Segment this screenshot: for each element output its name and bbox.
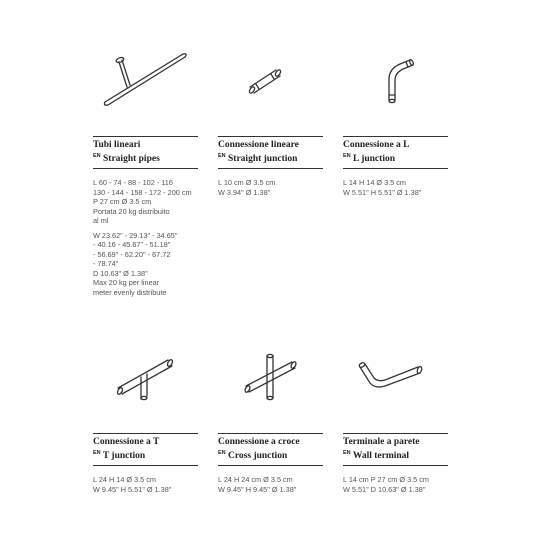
top-rule bbox=[93, 433, 198, 434]
bottom-rule bbox=[343, 168, 448, 169]
en-tag: EN bbox=[93, 153, 101, 159]
en-tag: EN bbox=[218, 450, 226, 456]
product-subtitle bbox=[93, 151, 160, 165]
t-junction-illustration bbox=[110, 352, 180, 402]
spec-line: al ml bbox=[93, 216, 109, 225]
straight-junction-illustration bbox=[240, 62, 290, 98]
spec-line: L 24 H 14 Ø 3.5 cm bbox=[93, 475, 156, 484]
spec-line: W 5.51" H 5.51" Ø 1.38" bbox=[343, 187, 422, 197]
subtitle-text: Wall terminal bbox=[352, 451, 410, 462]
subtitle-text: T junction bbox=[102, 451, 146, 462]
product-title: Connessione a croce bbox=[218, 437, 300, 447]
product-specs bbox=[343, 475, 429, 494]
spec-line: W 9.45" H 5.51" Ø 1.38" bbox=[93, 484, 172, 494]
product-specs bbox=[93, 178, 192, 297]
cross-junction-illustration bbox=[240, 350, 300, 405]
product-specs bbox=[343, 178, 421, 197]
top-rule bbox=[218, 136, 323, 137]
bottom-rule bbox=[218, 168, 323, 169]
product-specs bbox=[218, 475, 296, 494]
spec-line-en: - 78.74" bbox=[93, 259, 119, 268]
product-title: Connessione a L bbox=[343, 140, 410, 150]
spec-line-en: - 40.16 - 45.67" - 51.18" bbox=[93, 240, 171, 249]
product-subtitle bbox=[218, 151, 297, 165]
product-subtitle bbox=[218, 448, 287, 462]
product-title: Connessione a T bbox=[93, 437, 160, 447]
spec-line: W 9.45" H 9.45" Ø 1.38" bbox=[218, 484, 297, 494]
spec-line: L 60 - 74 - 88 - 102 - 116 bbox=[93, 178, 173, 187]
l-junction-illustration bbox=[372, 55, 422, 105]
spec-line: L 14 H 14 Ø 3.5 cm bbox=[343, 178, 406, 187]
product-title: Tubi lineari bbox=[93, 140, 141, 150]
product-title: Terminale a parete bbox=[343, 437, 420, 447]
spec-line: W 5.51" D 10.63" Ø 1.38" bbox=[343, 484, 426, 494]
top-rule bbox=[218, 433, 323, 434]
top-rule bbox=[93, 136, 198, 137]
spec-line: W 3.94" Ø 1.38" bbox=[218, 187, 271, 197]
spec-line: L 10 cm Ø 3.5 cm bbox=[218, 178, 276, 187]
straight-pipes-illustration bbox=[95, 40, 195, 110]
product-subtitle bbox=[343, 448, 409, 462]
product-subtitle bbox=[343, 151, 395, 165]
product-subtitle bbox=[93, 448, 145, 462]
spec-line: P 27 cm Ø 3.5 cm bbox=[93, 197, 152, 206]
top-rule bbox=[343, 136, 448, 137]
spec-line-en: D 10.63" Ø 1.38" bbox=[93, 268, 148, 278]
spec-line: 130 - 144 - 158 - 172 - 200 cm bbox=[93, 187, 192, 197]
subtitle-text: Cross junction bbox=[228, 451, 288, 462]
en-tag: EN bbox=[343, 153, 351, 159]
en-tag: EN bbox=[93, 450, 101, 456]
bottom-rule bbox=[343, 465, 448, 466]
product-specs bbox=[218, 178, 275, 197]
bottom-rule bbox=[218, 465, 323, 466]
en-tag: EN bbox=[218, 153, 226, 159]
en-tag: EN bbox=[343, 450, 351, 456]
subtitle-text: Straight junction bbox=[228, 154, 298, 165]
product-title: Connessione lineare bbox=[218, 140, 299, 150]
subtitle-text: L junction bbox=[353, 154, 395, 165]
product-specs bbox=[93, 475, 171, 494]
subtitle-text: Straight pipes bbox=[103, 154, 160, 165]
spec-line-en: W 23.62" - 29.13" - 34.65" bbox=[93, 230, 178, 240]
spec-line-en: Max 20 kg per linear bbox=[93, 278, 160, 287]
bottom-rule bbox=[93, 168, 198, 169]
bottom-rule bbox=[93, 465, 198, 466]
spec-line: L 14 cm P 27 cm Ø 3.5 cm bbox=[343, 475, 429, 484]
wall-terminal-illustration bbox=[350, 355, 430, 400]
top-rule bbox=[343, 433, 448, 434]
spec-line: L 24 H 24 cm Ø 3.5 cm bbox=[218, 475, 293, 484]
spec-line-en: meter evenly distribute bbox=[93, 287, 167, 297]
spec-line-en: - 56.69" - 62.20" - 67.72 bbox=[93, 249, 171, 259]
spec-line: Portata 20 kg distribuito bbox=[93, 206, 170, 216]
